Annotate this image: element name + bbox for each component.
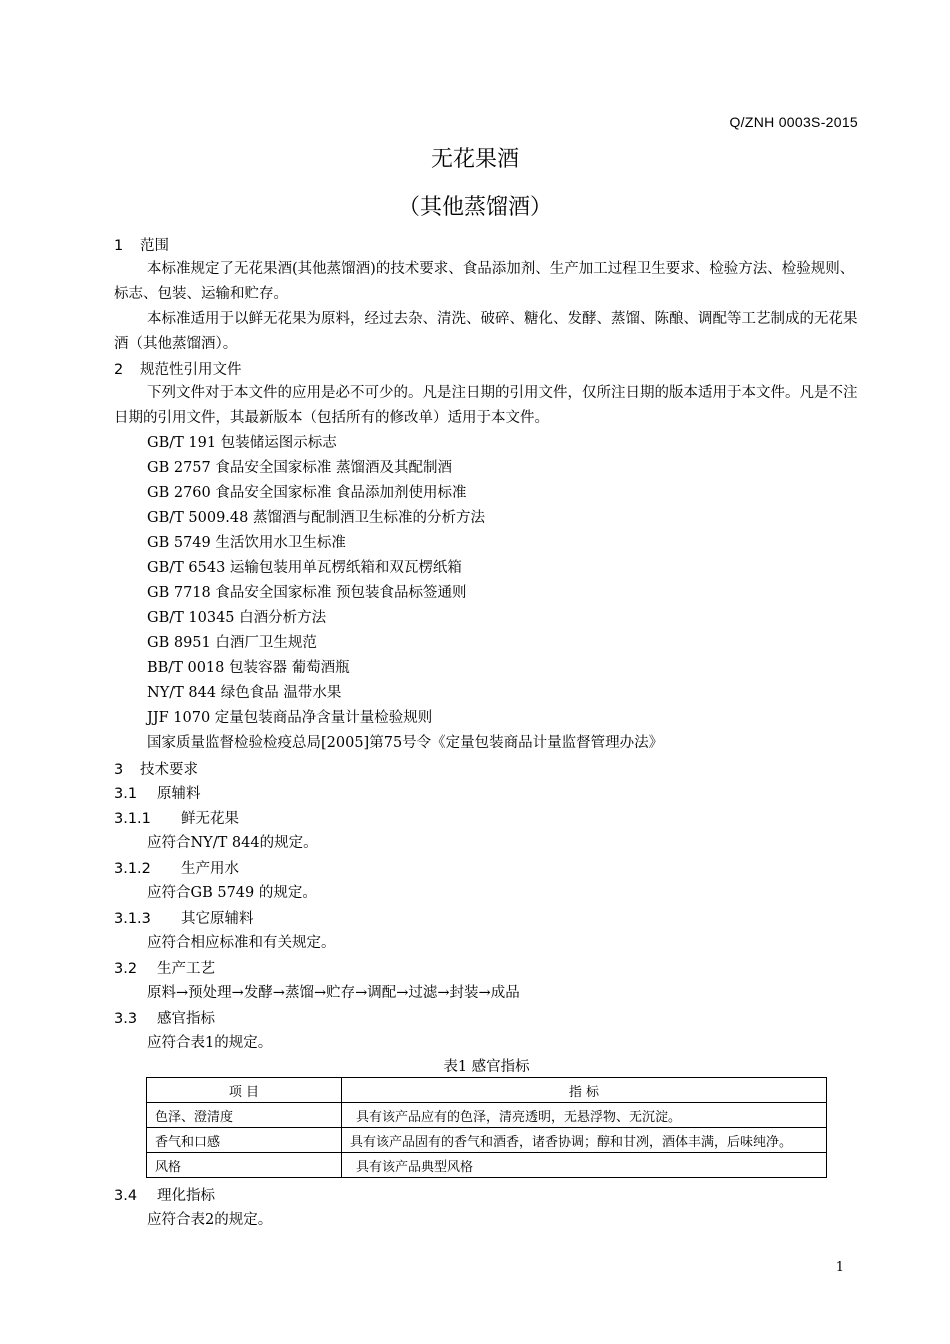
reference-item: GB 2760 食品安全国家标准 食品添加剂使用标准 [147,485,467,501]
section-3-1-3-heading [114,907,254,928]
section-number: 3.4 [114,1188,138,1204]
sensory-table [146,1077,827,1178]
section-title: 生产工艺 [157,961,215,977]
section-title: 原辅料 [157,786,201,802]
section-1-paragraph-2: 本标准适用于以鲜无花果为原料，经过去杂、清洗、破碎、糖化、发酵、蒸馏、陈酿、调配等工艺制成的无花果酒（其他蒸馏酒）。 [114,311,858,352]
page-number: 1 [835,1260,844,1275]
section-3-4-heading [114,1184,215,1205]
section-title: 生产用水 [181,861,239,877]
table-cell: 具有该产品固有的香气和酒香，诸香协调；醇和甘冽，酒体丰满，后味纯净。 [342,1128,827,1153]
reference-item: GB 7718 食品安全国家标准 预包装食品标签通则 [147,585,467,601]
section-title: 范围 [140,238,169,254]
table-cell: 色泽、澄清度 [147,1103,342,1128]
section-3-heading [114,758,198,779]
section-2-paragraph: 下列文件对于本文件的应用是必不可少的。凡是注日期的引用文件，仅所注日期的版本适用于本文件。凡是不注日期的引用文件，其最新版本（包括所有的修改单）适用于本文件。 [114,385,858,426]
section-title: 技术要求 [140,762,198,778]
reference-item: GB 5749 生活饮用水卫生标准 [147,535,346,551]
section-title: 感官指标 [157,1011,215,1027]
section-3-1-heading [114,782,201,803]
section-3-3-heading [114,1007,215,1028]
section-3-1-1-text: 应符合NY/T 844的规定。 [147,835,318,851]
reference-item: GB 8951 白酒厂卫生规范 [147,635,317,651]
section-3-3-text: 应符合表1的规定。 [147,1035,273,1051]
reference-item: GB/T 191 包装储运图示标志 [147,435,337,451]
document-code: Q/ZNH 0003S-2015 [729,114,858,130]
table-row [147,1128,827,1153]
section-number: 3.1 [114,786,138,802]
section-3-1-2-heading [114,857,239,878]
section-title: 规范性引用文件 [140,362,242,378]
table-cell: 具有该产品应有的色泽，清亮透明，无悬浮物、无沉淀。 [342,1103,827,1128]
reference-item: GB 2757 食品安全国家标准 蒸馏酒及其配制酒 [147,460,452,476]
table-header-row [147,1078,827,1103]
reference-item: 国家质量监督检验检疫总局[2005]第75号令《定量包装商品计量监督管理办法》 [147,735,664,751]
document-subtitle: （其他蒸馏酒） [397,195,552,220]
reference-item: GB/T 6543 运输包装用单瓦楞纸箱和双瓦楞纸箱 [147,560,462,576]
section-1-paragraph-1: 本标准规定了无花果酒(其他蒸馏酒)的技术要求、食品添加剂、生产加工过程卫生要求、检验方法、检验规则、标志、包装、运输和贮存。 [114,261,855,302]
reference-item: BB/T 0018 包装容器 葡萄酒瓶 [147,660,350,676]
section-number: 2 [114,362,124,378]
section-3-1-2-text: 应符合GB 5749 的规定。 [147,885,317,901]
section-number: 3.3 [114,1011,138,1027]
section-number: 1 [114,238,124,254]
table-cell: 具有该产品典型风格 [342,1153,827,1178]
reference-item: JJF 1070 定量包装商品净含量计量检验规则 [147,710,433,726]
section-number: 3 [114,762,124,778]
table-header-cell: 指 标 [342,1078,827,1103]
table-1-caption: 表1 感官指标 [443,1059,530,1075]
section-number: 3.1.1 [114,811,151,827]
section-1-heading [114,234,169,255]
section-title: 其它原辅料 [181,911,254,927]
section-2-heading [114,358,242,379]
document-title: 无花果酒 [430,147,519,172]
table-row [147,1153,827,1178]
section-3-1-1-heading [114,807,239,828]
section-title: 鲜无花果 [181,811,239,827]
section-number: 3.2 [114,961,138,977]
table-cell: 风格 [147,1153,342,1178]
process-flow: 原料→预处理→发酵→蒸馏→贮存→调配→过滤→封装→成品 [147,985,520,1001]
section-number: 3.1.2 [114,861,151,877]
reference-item: GB/T 10345 白酒分析方法 [147,610,327,626]
section-title: 理化指标 [157,1188,215,1204]
section-3-4-text: 应符合表2的规定。 [147,1212,273,1228]
section-3-1-3-text: 应符合相应标准和有关规定。 [147,935,336,951]
reference-item: GB/T 5009.48 蒸馏酒与配制酒卫生标准的分析方法 [147,510,485,526]
table-row [147,1103,827,1128]
section-number: 3.1.3 [114,911,151,927]
reference-item: NY/T 844 绿色食品 温带水果 [147,685,342,701]
table-cell: 香气和口感 [147,1128,342,1153]
table-header-cell: 项 目 [147,1078,342,1103]
section-3-2-heading [114,957,215,978]
